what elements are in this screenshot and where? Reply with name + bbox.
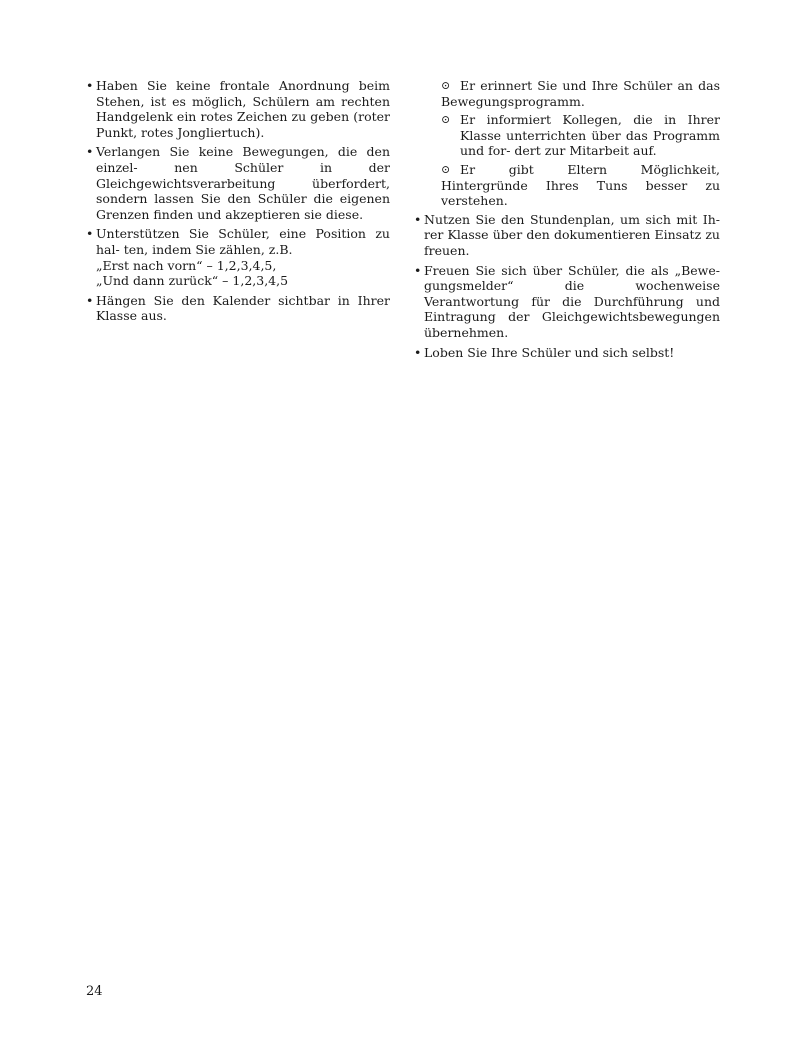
sub-list-item-text: Er erinnert Sie und Ihre Schüler an das Bewegungsprogramm. <box>441 78 720 109</box>
list-item-text: Freuen Sie sich über Schüler, die als „Bewe- gungsmelder“ die wochenweise Verantwortung für die Durchführung und Eintragung der Gleichgewichtsbewegungen übernehmen. <box>424 262 720 340</box>
list-item-text: Loben Sie Ihre Schüler und sich selbst! <box>424 344 675 360</box>
list-item <box>86 78 390 140</box>
list-item <box>86 226 390 288</box>
list-item-text: Unterstützen Sie Schüler, eine Position zu hal- ten, indem Sie zählen, z.B. <box>96 226 390 257</box>
bullet-icon: • <box>414 211 422 227</box>
list-item-text: Haben Sie keine frontale Anordnung beim Stehen, ist es möglich, Schülern am rechten Handgelenk ein rotes Zeichen zu geben (roter Punkt, rotes Jongliertuch). <box>96 78 390 140</box>
bullet-icon: • <box>414 344 422 360</box>
list-item <box>86 293 390 324</box>
count-line: „Erst nach vorn“ – 1,2,3,4,5, <box>96 257 277 273</box>
bullet-icon: • <box>86 292 94 308</box>
bullet-icon: • <box>86 78 94 93</box>
list-item <box>414 212 720 259</box>
count-line: „Und dann zurück“ – 1,2,3,4,5 <box>96 273 289 289</box>
circled-dot-icon: ⊙ <box>441 79 451 92</box>
bullet-icon: • <box>86 226 94 242</box>
bullet-icon: • <box>414 262 422 278</box>
list-item-text: Verlangen Sie keine Bewegungen, die den einzel- nen Schüler in der Gleichgewichtsverarbeitung überfordert, sondern lassen Sie den Schüler die eigenen Grenzen finden und akzeptieren sie diese. <box>96 144 390 222</box>
sub-list-item <box>414 162 720 209</box>
circled-dot-icon: ⊙ <box>441 162 451 176</box>
sub-list-item-text: Er informiert Kollegen, die in Ihrer Klasse unterrichten über das Programm und for- dert zur Mitarbeit auf. <box>460 112 720 159</box>
list-item <box>86 144 390 222</box>
sub-list-item <box>414 112 720 159</box>
list-item <box>414 263 720 341</box>
right-column <box>414 78 720 364</box>
list-item <box>414 345 720 361</box>
bullet-icon: • <box>86 144 94 160</box>
list-item-text: Nutzen Sie den Stundenplan, um sich mit Ih- rer Klasse über den dokumentieren Einsatz zu freuen. <box>424 211 720 258</box>
sub-list-item <box>414 78 720 109</box>
circled-dot-icon: ⊙ <box>441 113 451 127</box>
left-column <box>86 78 390 328</box>
page-number: 24 <box>86 984 103 999</box>
list-item-text: Hängen Sie den Kalender sichtbar in Ihrer Klasse aus. <box>96 292 390 324</box>
sub-list-item-text: Er gibt Eltern Möglichkeit, Hintergründe Ihres Tuns besser zu verstehen. <box>441 161 720 209</box>
